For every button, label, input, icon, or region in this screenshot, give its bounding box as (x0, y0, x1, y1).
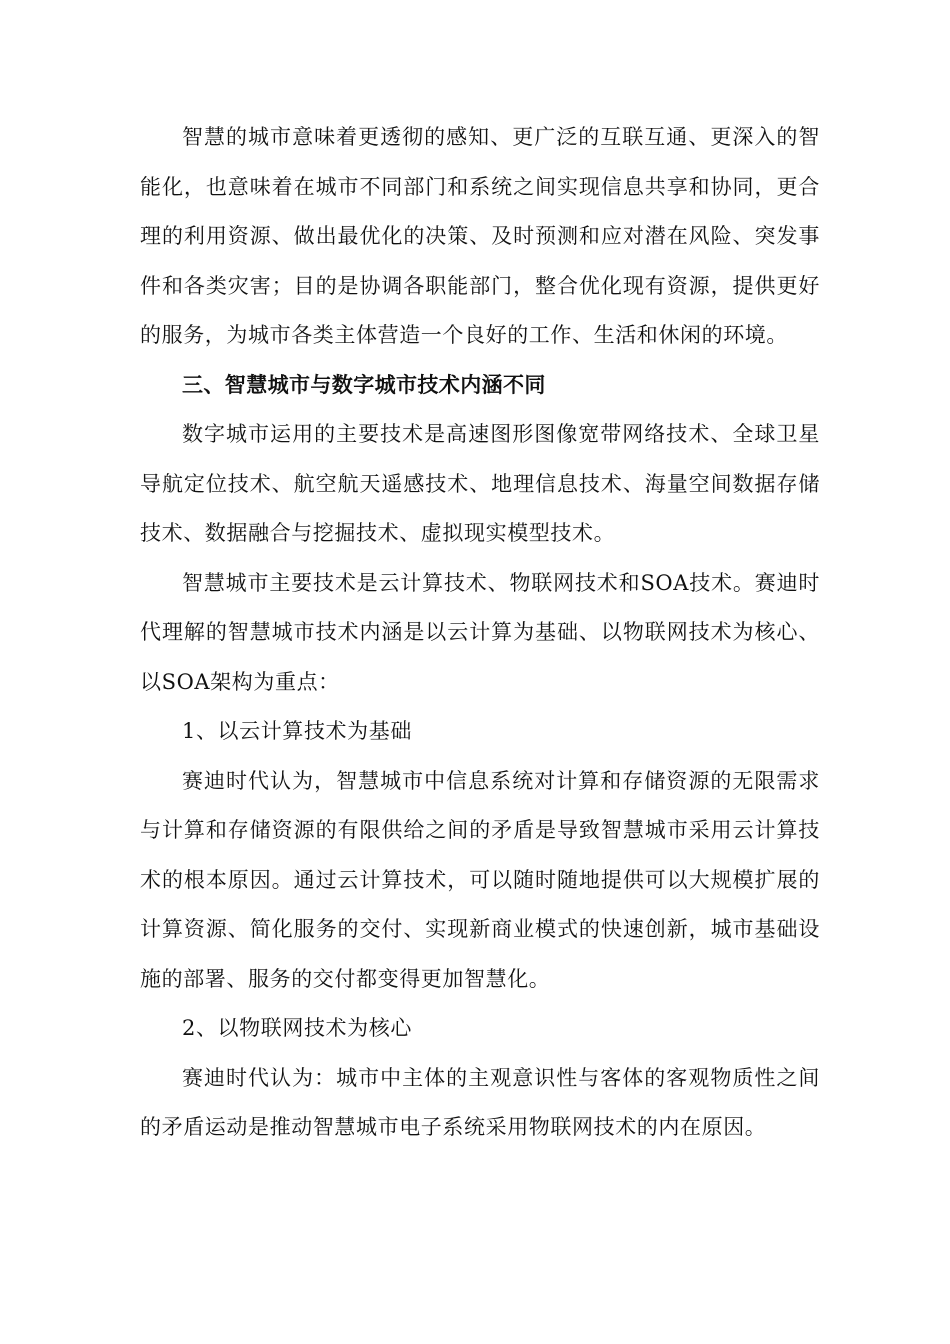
subheading-iot: 2、以物联网技术为核心 (182, 1016, 412, 1040)
section-heading-tech-difference: 三、智慧城市与数字城市技术内涵不同 (182, 372, 546, 397)
paragraph-cloud-computing: 赛迪时代认为，智慧城市中信息系统对计算和存储资源的无限需求与计算和存储资源的有限供给之间的矛盾是导致智慧城市采用云计算技术的根本原因。通过云计算技术，可以随时随地提供可以大规模扩展的计算资源、简化服务的交付、实现新商业模式的快速创新，城市基础设施的部署、服务的交付都变得更加智慧化。 (140, 768, 820, 991)
paragraph-smart-city-meaning: 智慧的城市意味着更透彻的感知、更广泛的互联互通、更深入的智能化，也意味着在城市不同部门和系统之间实现信息共享和协同，更合理的利用资源、做出最优化的决策、及时预测和应对潜在风险、突发事件和各类灾害；目的是协调各职能部门，整合优化现有资源，提供更好的服务，为城市各类主体营造一个良好的工作、生活和休闲的环境。 (140, 125, 820, 347)
subheading-cloud-computing: 1、以云计算技术为基础 (182, 719, 412, 743)
paragraph-iot: 赛迪时代认为：城市中主体的主观意识性与客体的客观物质性之间的矛盾运动是推动智慧城市电子系统采用物联网技术的内在原因。 (140, 1065, 820, 1139)
paragraph-digital-city-tech: 数字城市运用的主要技术是高速图形图像宽带网络技术、全球卫星导航定位技术、航空航天遥感技术、地理信息技术、海量空间数据存储技术、数据融合与挖掘技术、虚拟现实模型技术。 (140, 422, 820, 545)
document-body (140, 113, 820, 1153)
paragraph-smart-city-tech: 智慧城市主要技术是云计算技术、物联网技术和SOA技术。赛迪时代理解的智慧城市技术内涵是以云计算为基础、以物联网技术为核心、以SOA架构为重点： (140, 570, 820, 694)
